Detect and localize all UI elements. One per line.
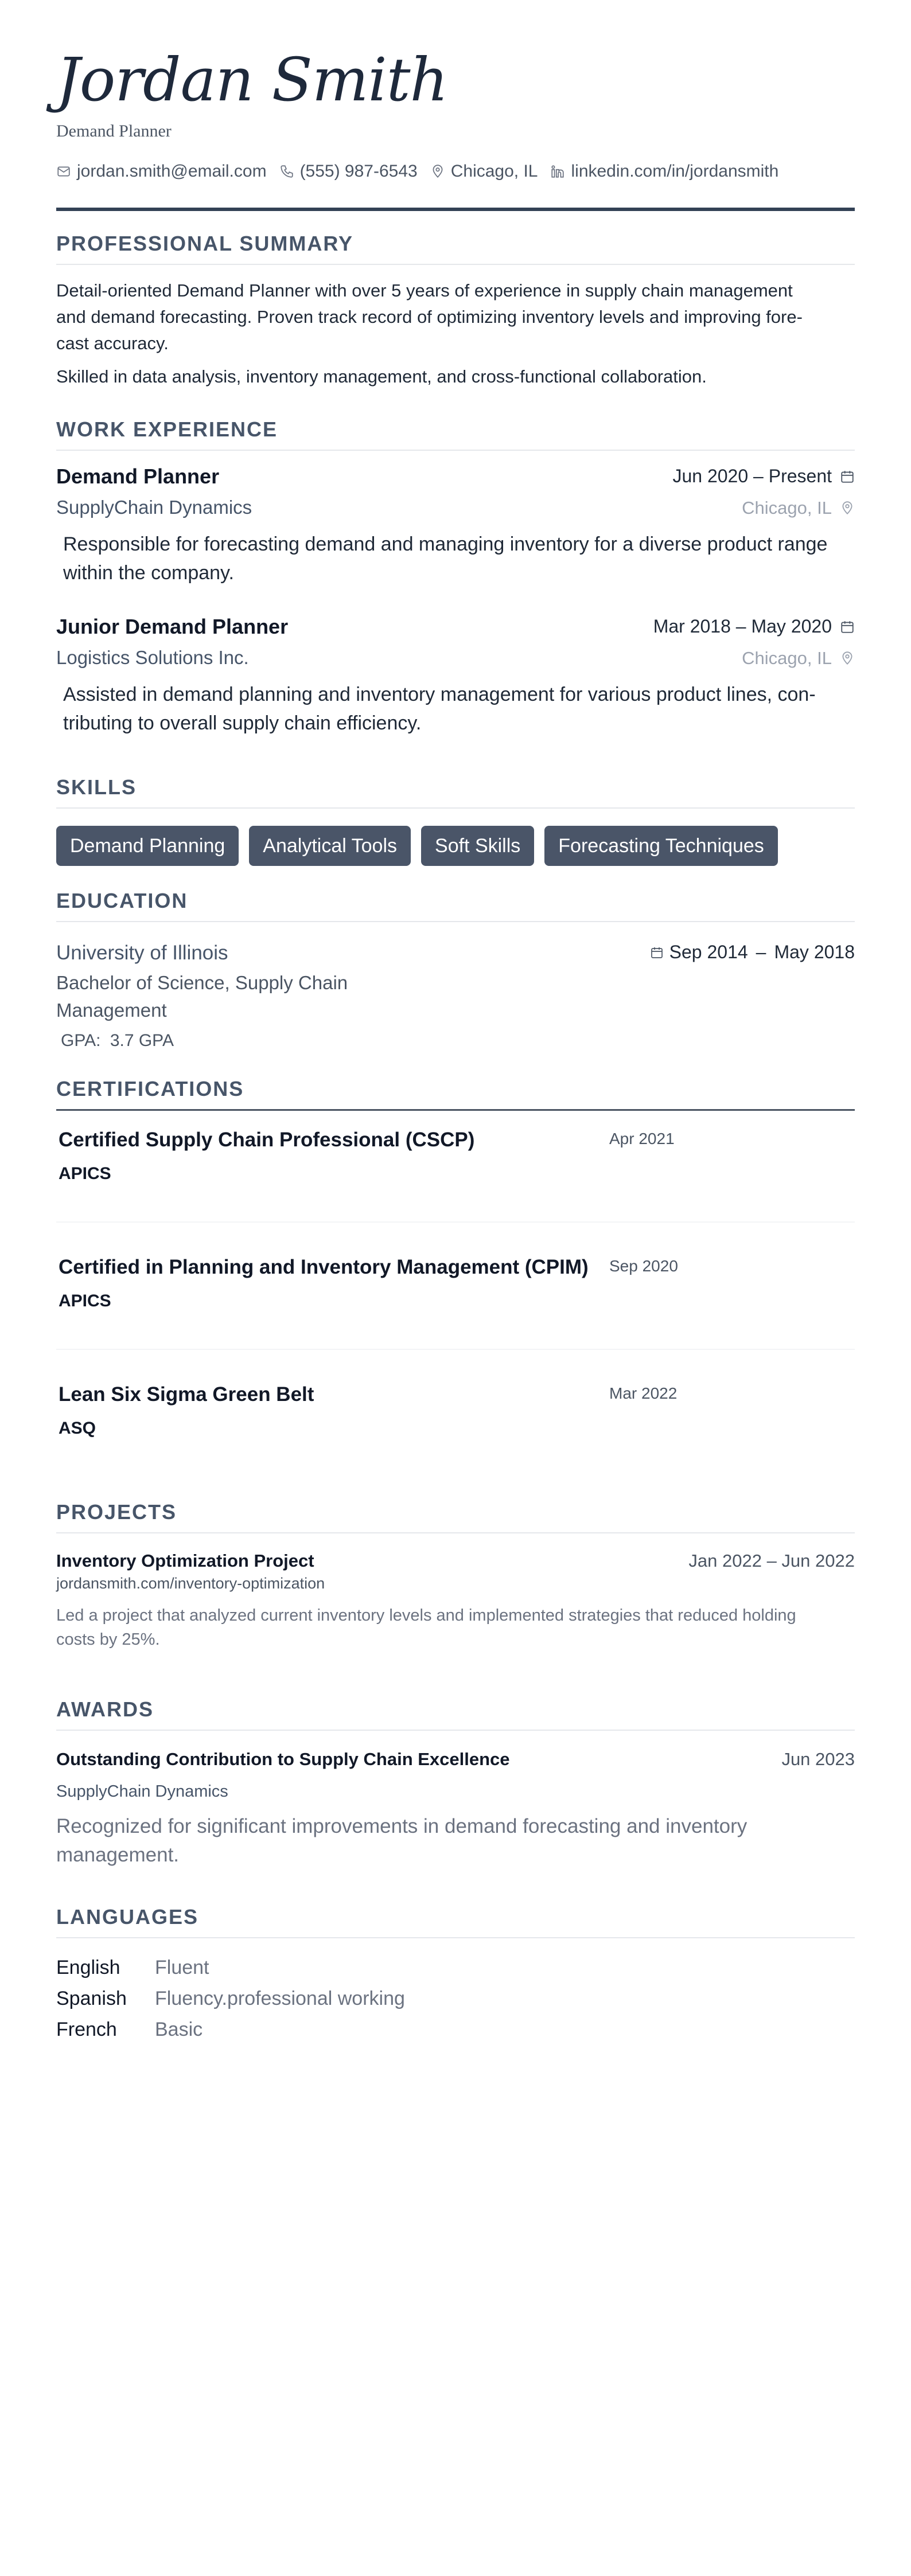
education-dates	[650, 942, 855, 963]
award-description	[56, 1812, 859, 1869]
skill-chip: Forecasting Techniques	[544, 826, 777, 866]
project-name: Inventory Optimization Project	[56, 1551, 314, 1571]
contact-email[interactable]	[56, 162, 267, 181]
degree-line: Bachelor of Science, Supply Chain	[56, 972, 348, 993]
job-location-text: Chicago, IL	[742, 648, 832, 668]
project-description	[56, 1603, 859, 1652]
job-location-text: Chicago, IL	[742, 498, 832, 518]
language-level: Fluency.professional working	[155, 1988, 405, 2009]
experience-divider	[56, 450, 855, 451]
contact-location	[430, 162, 538, 181]
education-school: University of Illinois	[56, 942, 228, 964]
linkedin-text: linkedin.com/in/jordansmith	[571, 162, 779, 181]
date-separator: –	[756, 942, 766, 962]
calendar-icon	[840, 619, 855, 634]
candidate-name: Jordan Smith	[56, 45, 448, 115]
job-dates-text: Mar 2018 – May 2020	[653, 616, 832, 637]
language-level: Basic	[155, 2019, 203, 2040]
job-desc-line: Responsible for forecasting demand and managing inventory for a diverse product range	[63, 533, 828, 555]
contact-bar	[56, 162, 791, 181]
skills-divider	[56, 807, 855, 809]
map-pin-icon	[430, 164, 445, 179]
skills-list	[56, 826, 788, 866]
projects-heading: PROJECTS	[56, 1500, 177, 1524]
summary-line: cast accuracy.	[56, 333, 169, 353]
cert-date: Sep 2020	[609, 1257, 678, 1275]
education-end: May 2018	[774, 942, 855, 962]
candidate-title: Demand Planner	[56, 122, 172, 140]
language-name: Spanish	[56, 1988, 127, 2009]
mail-icon	[56, 164, 71, 179]
project-desc-line: costs by 25%.	[56, 1630, 160, 1649]
summary-line: and demand forecasting. Proven track record of optimizing inventory levels and improving fore-	[56, 307, 803, 327]
awards-divider	[56, 1730, 855, 1731]
project-desc-line: Led a project that analyzed current inventory levels and implemented strategies that reduced holding	[56, 1606, 796, 1625]
contact-linkedin[interactable]	[550, 162, 778, 181]
education-gpa	[61, 1031, 174, 1051]
cert-name: Certified Supply Chain Professional (CSCP)	[59, 1129, 475, 1151]
job-description	[63, 530, 861, 587]
education-degree	[56, 969, 423, 1024]
job-dates	[653, 616, 855, 637]
contact-phone[interactable]	[279, 162, 418, 181]
projects-divider	[56, 1532, 855, 1533]
project-link[interactable]: jordansmith.com/inventory-optimization	[56, 1575, 325, 1592]
education-divider	[56, 921, 855, 922]
summary-divider	[56, 264, 855, 265]
project-dates: Jan 2022 – Jun 2022	[688, 1551, 855, 1571]
job-dates	[672, 466, 855, 487]
education-start: Sep 2014	[669, 942, 748, 962]
cert-date: Apr 2021	[609, 1130, 675, 1148]
phone-text: (555) 987-6543	[299, 162, 418, 181]
summary-block	[56, 278, 859, 390]
summary-line: Skilled in data analysis, inventory management, and cross-functional collaboration.	[56, 366, 707, 387]
award-desc-line: Recognized for significant improvements in demand forecasting and inventory	[56, 1815, 748, 1837]
gpa-label: GPA:	[61, 1031, 101, 1050]
languages-heading: LANGUAGES	[56, 1905, 199, 1929]
calendar-icon	[840, 469, 855, 484]
languages-list	[56, 1952, 405, 2045]
cert-issuer: APICS	[59, 1164, 111, 1183]
skill-chip: Soft Skills	[421, 826, 534, 866]
job-title: Demand Planner	[56, 465, 220, 488]
job-description	[63, 680, 861, 737]
language-row	[56, 2014, 405, 2045]
cert-issuer: APICS	[59, 1291, 111, 1310]
skill-chip: Demand Planning	[56, 826, 239, 866]
certifications-divider	[56, 1109, 855, 1111]
award-name: Outstanding Contribution to Supply Chain Excellence	[56, 1749, 510, 1769]
language-row	[56, 1952, 405, 1983]
job-company: SupplyChain Dynamics	[56, 497, 252, 518]
job-desc-line: within the company.	[63, 562, 234, 584]
job-desc-line: tributing to overall supply chain efficiency.	[63, 712, 422, 734]
cert-date: Mar 2022	[609, 1384, 678, 1402]
summary-line: Detail-oriented Demand Planner with over 5 years of experience in supply chain management	[56, 280, 793, 300]
language-name: French	[56, 2019, 117, 2040]
cert-name: Lean Six Sigma Green Belt	[59, 1383, 314, 1406]
job-location	[742, 648, 855, 669]
skills-heading: SKILLS	[56, 775, 137, 799]
linkedin-icon	[550, 164, 565, 179]
calendar-icon	[650, 946, 664, 959]
language-name: English	[56, 1957, 120, 1978]
map-pin-icon	[840, 651, 855, 666]
language-row	[56, 1983, 405, 2014]
location-text: Chicago, IL	[450, 162, 538, 181]
job-dates-text: Jun 2020 – Present	[672, 466, 832, 486]
job-desc-line: Assisted in demand planning and inventory management for various product lines, con-	[63, 684, 816, 705]
award-organization: SupplyChain Dynamics	[56, 1782, 228, 1801]
award-desc-line: management.	[56, 1844, 180, 1866]
skill-chip: Analytical Tools	[249, 826, 411, 866]
degree-line: Management	[56, 1000, 167, 1021]
language-level: Fluent	[155, 1957, 209, 1978]
cert-separator	[56, 1349, 855, 1350]
summary-heading: PROFESSIONAL SUMMARY	[56, 232, 354, 255]
cert-issuer: ASQ	[59, 1419, 96, 1438]
award-date: Jun 2023	[781, 1749, 855, 1769]
education-heading: EDUCATION	[56, 889, 188, 912]
gpa-value: 3.7 GPA	[110, 1031, 174, 1050]
awards-heading: AWARDS	[56, 1697, 154, 1721]
job-location	[742, 498, 855, 518]
experience-heading: WORK EXPERIENCE	[56, 417, 278, 441]
email-text: jordan.smith@email.com	[77, 162, 267, 181]
job-title: Junior Demand Planner	[56, 615, 289, 638]
phone-icon	[279, 164, 294, 179]
cert-separator	[56, 1221, 855, 1223]
languages-divider	[56, 1937, 855, 1938]
certifications-heading: CERTIFICATIONS	[56, 1077, 244, 1100]
map-pin-icon	[840, 501, 855, 516]
cert-name: Certified in Planning and Inventory Management (CPIM)	[59, 1256, 589, 1278]
job-company: Logistics Solutions Inc.	[56, 647, 249, 668]
header-divider	[56, 208, 855, 211]
